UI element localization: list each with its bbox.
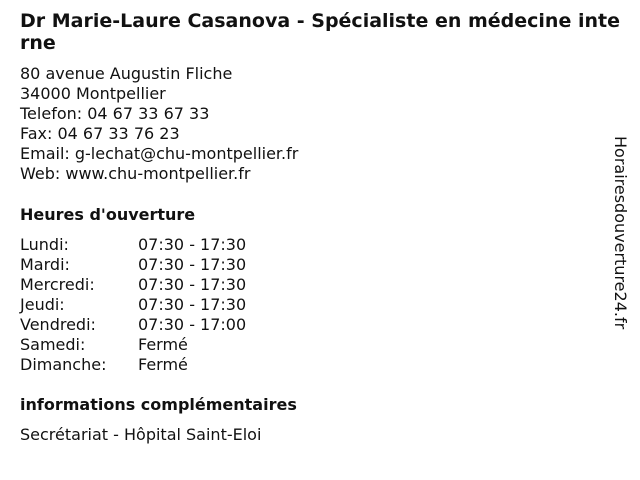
- phone-number: Telefon: 04 67 33 67 33: [20, 104, 210, 123]
- day-label: Samedi:: [20, 335, 86, 354]
- opening-hours-list: [20, 235, 620, 375]
- time-range: Fermé: [138, 355, 188, 374]
- site-watermark: Horairesdouverture24.fr: [611, 136, 630, 330]
- hours-row-tuesday: [20, 255, 620, 275]
- time-range: 07:30 - 17:30: [138, 235, 247, 254]
- hours-row-wednesday: [20, 275, 620, 295]
- business-listing: [20, 10, 620, 445]
- day-label: Jeudi:: [20, 295, 65, 314]
- street-address: 80 avenue Augustin Fliche: [20, 64, 233, 83]
- hours-row-friday: [20, 315, 620, 335]
- additional-info-text: Secrétariat - Hôpital Saint-Eloi: [20, 425, 262, 444]
- page-title: Dr Marie-Laure Casanova - Spécialiste en médecine interne: [20, 10, 620, 54]
- hours-row-saturday: [20, 335, 620, 355]
- address-block: [20, 64, 620, 184]
- time-range: 07:30 - 17:30: [138, 255, 247, 274]
- email-address: Email: g-lechat@chu-montpellier.fr: [20, 144, 299, 163]
- day-label: Vendredi:: [20, 315, 96, 334]
- day-label: Mardi:: [20, 255, 70, 274]
- day-label: Lundi:: [20, 235, 69, 254]
- fax-number: Fax: 04 67 33 76 23: [20, 124, 180, 143]
- time-range: 07:30 - 17:00: [138, 315, 247, 334]
- website: Web: www.chu-montpellier.fr: [20, 164, 251, 183]
- time-range: Fermé: [138, 335, 188, 354]
- additional-info-heading: informations complémentaires: [20, 395, 297, 414]
- hours-row-sunday: [20, 355, 620, 375]
- hours-row-thursday: [20, 295, 620, 315]
- hours-row-monday: [20, 235, 620, 255]
- time-range: 07:30 - 17:30: [138, 275, 247, 294]
- opening-hours-heading: Heures d'ouverture: [20, 205, 196, 224]
- time-range: 07:30 - 17:30: [138, 295, 247, 314]
- day-label: Dimanche:: [20, 355, 107, 374]
- city: 34000 Montpellier: [20, 84, 166, 103]
- day-label: Mercredi:: [20, 275, 95, 294]
